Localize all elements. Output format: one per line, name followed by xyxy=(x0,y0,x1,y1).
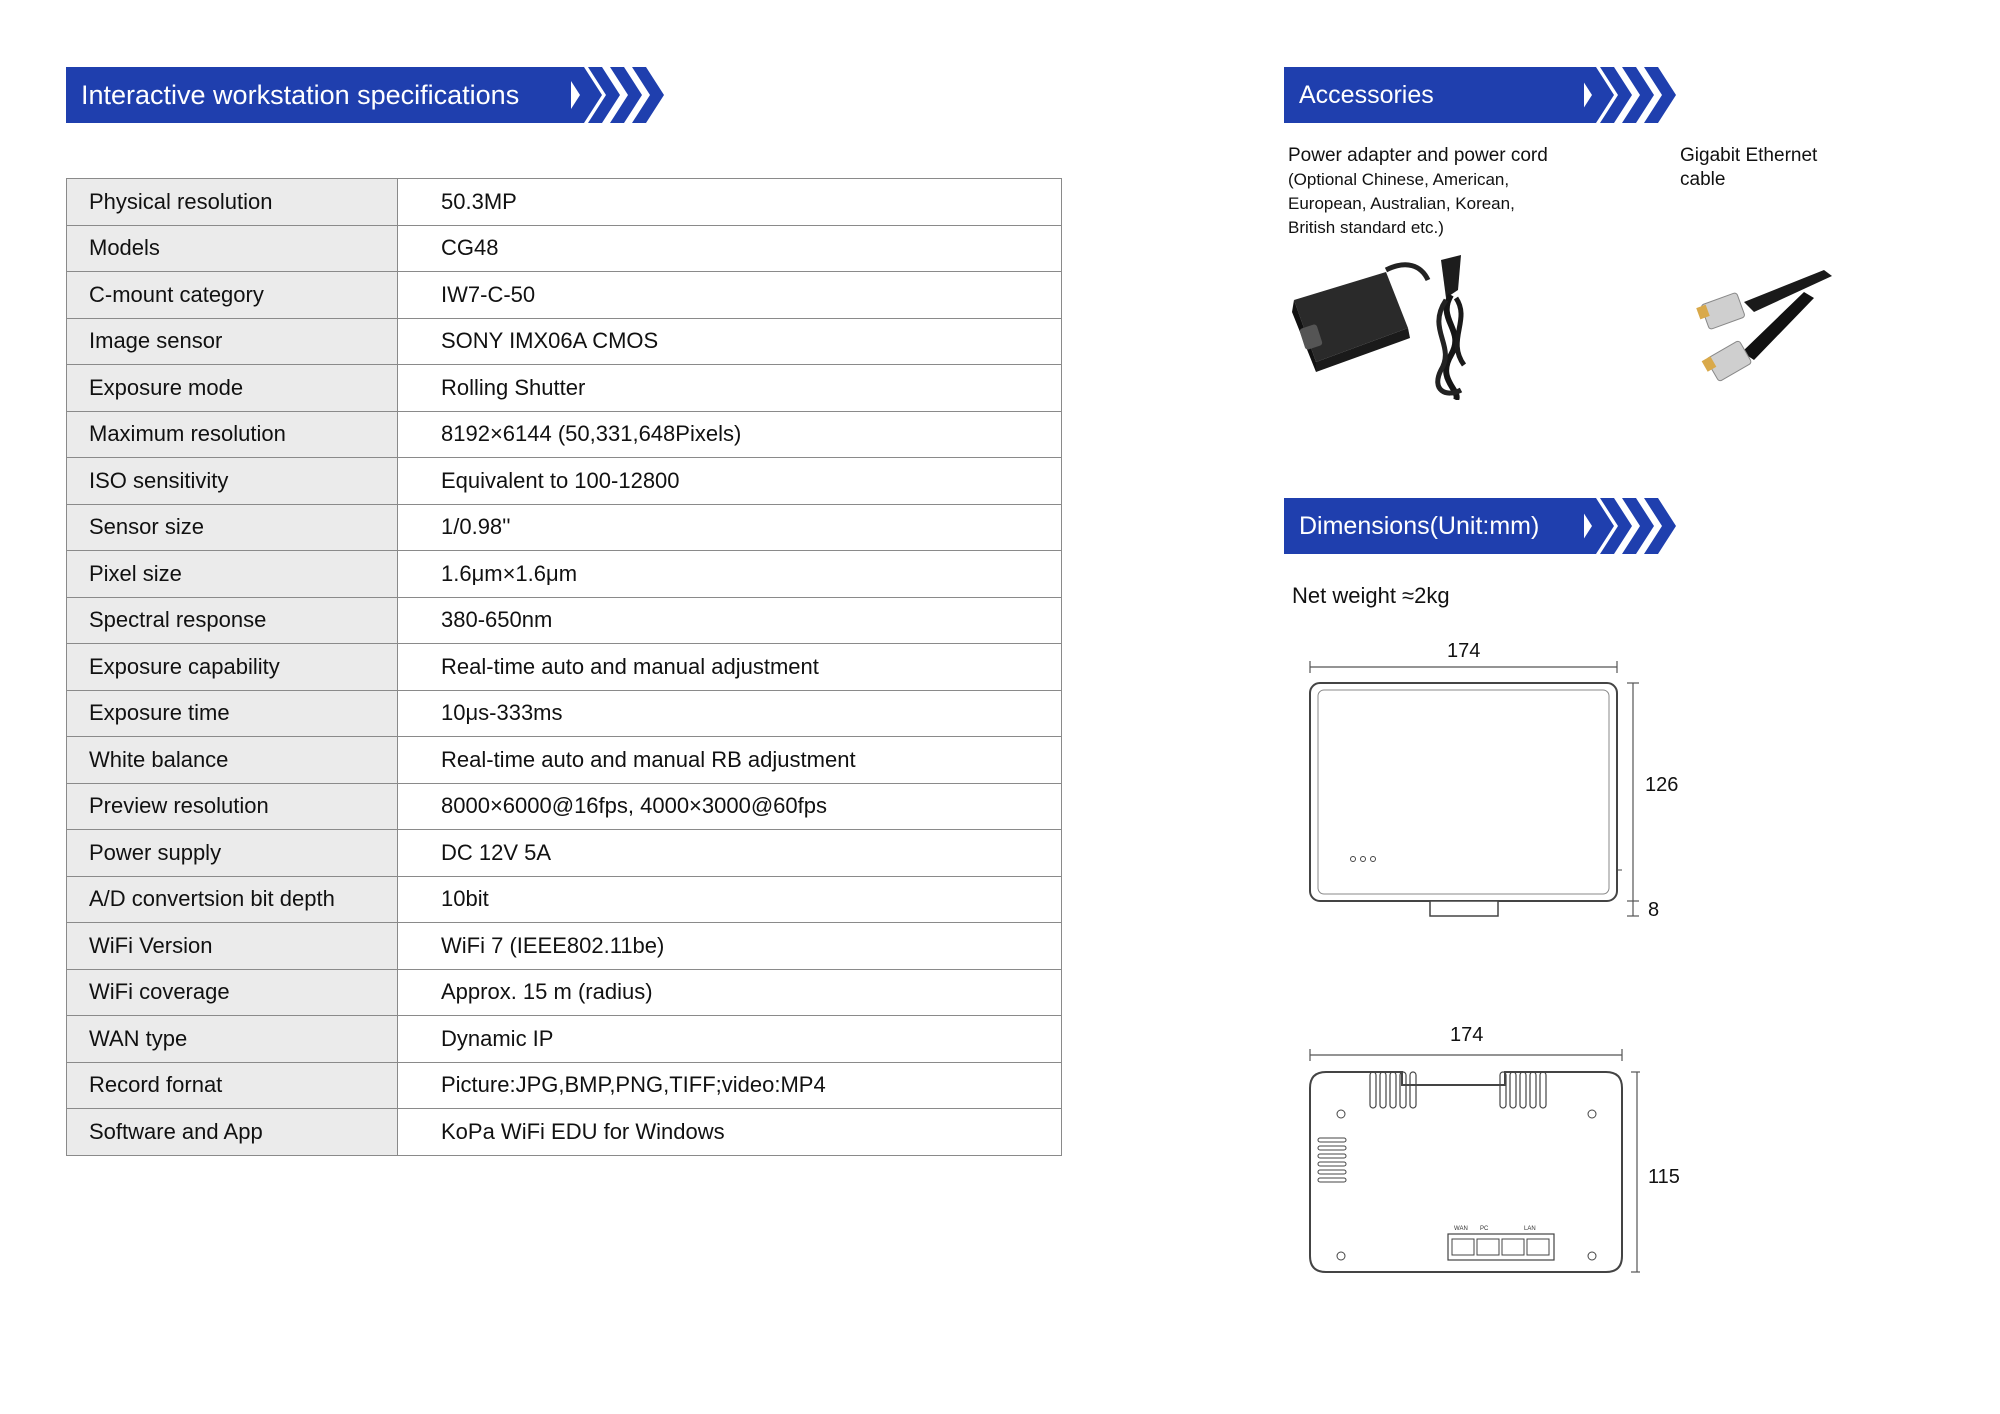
spec-label: White balance xyxy=(67,737,398,784)
spec-value: 1/0.98'' xyxy=(398,504,1062,551)
table-row xyxy=(67,876,1062,923)
table-row xyxy=(67,365,1062,412)
table-row xyxy=(67,644,1062,691)
specs-table xyxy=(66,178,1062,1156)
port-label-wan: WAN xyxy=(1454,1226,1468,1232)
spec-value: DC 12V 5A xyxy=(398,830,1062,877)
spec-value: IW7-C-50 xyxy=(398,272,1062,319)
spec-value: WiFi 7 (IEEE802.11be) xyxy=(398,923,1062,970)
accessories-banner xyxy=(1284,67,1704,123)
spec-label: Record fornat xyxy=(67,1062,398,1109)
spec-label: ISO sensitivity xyxy=(67,458,398,505)
adapter-name: Power adapter and power cord xyxy=(1288,145,1548,166)
table-row xyxy=(67,272,1062,319)
spec-value: 10bit xyxy=(398,876,1062,923)
accessories-title: Accessories xyxy=(1284,67,1584,123)
spec-value: 8192×6144 (50,331,648Pixels) xyxy=(398,411,1062,458)
dimensions-title: Dimensions(Unit:mm) xyxy=(1284,498,1584,554)
table-row xyxy=(67,1109,1062,1156)
table-row xyxy=(67,411,1062,458)
spec-label: WiFi coverage xyxy=(67,969,398,1016)
adapter-note-3: British standard etc.) xyxy=(1288,218,1444,237)
table-row xyxy=(67,179,1062,226)
power-adapter-image xyxy=(1286,250,1516,400)
spec-value: Picture:JPG,BMP,PNG,TIFF;video:MP4 xyxy=(398,1062,1062,1109)
spec-value: KoPa WiFi EDU for Windows xyxy=(398,1109,1062,1156)
spec-value: Equivalent to 100-12800 xyxy=(398,458,1062,505)
spec-value: 8000×6000@16fps, 4000×3000@60fps xyxy=(398,783,1062,830)
spec-label: Preview resolution xyxy=(67,783,398,830)
side-width-label: 174 xyxy=(1450,1024,1484,1046)
spec-value: CG48 xyxy=(398,225,1062,272)
side-height-label: 115 xyxy=(1648,1166,1680,1188)
table-row xyxy=(67,504,1062,551)
spec-label: Spectral response xyxy=(67,597,398,644)
chevrons-icon xyxy=(1574,67,1694,123)
spec-value: Rolling Shutter xyxy=(398,365,1062,412)
spec-label: Image sensor xyxy=(67,318,398,365)
table-row xyxy=(67,923,1062,970)
spec-label: Sensor size xyxy=(67,504,398,551)
chevrons-icon xyxy=(562,67,682,123)
cable-name-1: Gigabit Ethernet xyxy=(1680,145,1818,166)
spec-label: Pixel size xyxy=(67,551,398,598)
spec-label: C-mount category xyxy=(67,272,398,319)
spec-label: WiFi Version xyxy=(67,923,398,970)
table-row xyxy=(67,225,1062,272)
spec-value: Dynamic IP xyxy=(398,1016,1062,1063)
spec-label: Power supply xyxy=(67,830,398,877)
spec-value: 380-650nm xyxy=(398,597,1062,644)
side-view-drawing xyxy=(1300,1048,1640,1288)
cable-name-2: cable xyxy=(1680,169,1726,190)
net-weight: Net weight ≈2kg xyxy=(1292,583,1450,608)
ethernet-cable-image xyxy=(1684,262,1834,402)
table-row xyxy=(67,458,1062,505)
adapter-note-1: (Optional Chinese, American, xyxy=(1288,170,1510,189)
spec-value: 50.3MP xyxy=(398,179,1062,226)
chevrons-icon xyxy=(1574,498,1694,554)
table-row xyxy=(67,1062,1062,1109)
table-row xyxy=(67,783,1062,830)
adapter-caption xyxy=(1288,144,1618,240)
table-row xyxy=(67,690,1062,737)
table-row xyxy=(67,737,1062,784)
spec-label: Models xyxy=(67,225,398,272)
spec-label: Exposure capability xyxy=(67,644,398,691)
top-height-label: 126 xyxy=(1645,774,1679,796)
spec-label: WAN type xyxy=(67,1016,398,1063)
table-row xyxy=(67,597,1062,644)
cable-caption xyxy=(1680,144,1880,192)
table-row xyxy=(67,551,1062,598)
table-row xyxy=(67,1016,1062,1063)
specs-banner xyxy=(66,67,686,123)
spec-label: Maximum resolution xyxy=(67,411,398,458)
spec-value: Real-time auto and manual RB adjustment xyxy=(398,737,1062,784)
spec-value: Real-time auto and manual adjustment xyxy=(398,644,1062,691)
adapter-note-2: European, Australian, Korean, xyxy=(1288,194,1515,213)
port-label-pc: PC xyxy=(1480,1226,1489,1232)
spec-value: 10μs-333ms xyxy=(398,690,1062,737)
table-row xyxy=(67,318,1062,365)
spec-label: A/D convertsion bit depth xyxy=(67,876,398,923)
specs-title: Interactive workstation specifications xyxy=(66,67,571,123)
spec-label: Exposure mode xyxy=(67,365,398,412)
table-row xyxy=(67,830,1062,877)
dimensions-banner xyxy=(1284,498,1704,554)
top-view-drawing xyxy=(1300,660,1640,920)
port-label-lan: LAN xyxy=(1524,1226,1536,1232)
top-width-label: 174 xyxy=(1447,640,1481,662)
spec-label: Software and App xyxy=(67,1109,398,1156)
spec-label: Physical resolution xyxy=(67,179,398,226)
spec-value: Approx. 15 m (radius) xyxy=(398,969,1062,1016)
spec-label: Exposure time xyxy=(67,690,398,737)
spec-value: 1.6μm×1.6μm xyxy=(398,551,1062,598)
top-foot-label: 8 xyxy=(1648,899,1660,921)
table-row xyxy=(67,969,1062,1016)
spec-value: SONY IMX06A CMOS xyxy=(398,318,1062,365)
